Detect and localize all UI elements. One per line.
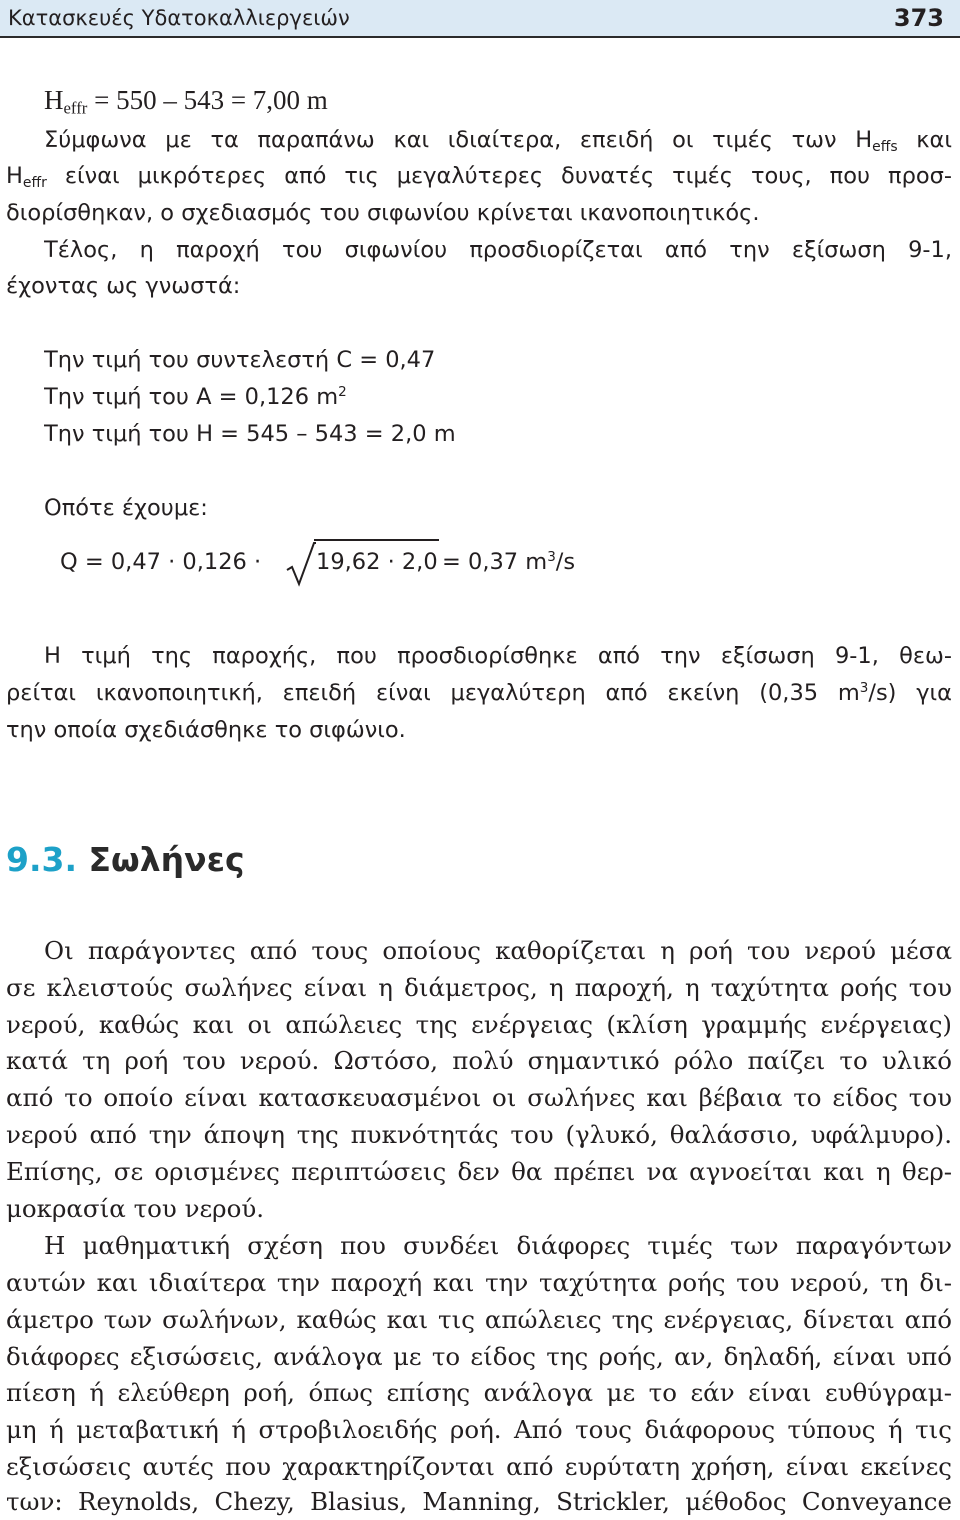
paragraph-line: διάφορες εξισώσεις, ανάλογα με το είδος της ροής, αν, δηλαδή, είναι υπό — [6, 1342, 952, 1371]
paragraph-line: αυτών και ιδιαίτερα την παροχή και την ταχύτητα ροής του νερού, τη δι- — [6, 1268, 952, 1297]
running-title: Κατασκευές Υδατοκαλλιεργειών — [8, 6, 350, 30]
paragraph-line: από το οποίο είναι κατασκευασμένοι οι σωλήνες και βέβαια το είδος του — [6, 1083, 952, 1112]
section-number: 9.3. — [6, 840, 77, 879]
text-line: $H_{effr}$ είναι μικρότερες από τις μεγαλύτερες δυνατές τιμές τους, που προσ- — [6, 163, 952, 191]
paragraph-line: μοκρασία του νερού. — [6, 1194, 265, 1223]
text-line: την οποία σχεδιάσθηκε το σιφώνιο. — [6, 717, 406, 743]
paragraph-line: νερού από την άποψη της πυκνότητάς του (γλυκό, θαλάσσιο, υφάλμυρο). — [6, 1120, 952, 1149]
section-title: Σωλήνες — [88, 840, 245, 879]
paragraph-line: άμετρο των σωλήνων, καθώς και τις απώλειες της ενέργειας, δίνεται από — [6, 1305, 952, 1334]
text-line: Τέλος, η παροχή του σιφωνίου προσδιορίζεται από την εξίσωση 9-1, — [44, 237, 952, 263]
section-heading — [6, 840, 245, 888]
header-rule — [0, 36, 960, 38]
paragraph-line: Οι παράγοντες από τους οποίους καθορίζεται η ροή του νερού μέσα — [44, 936, 952, 965]
paragraph-line: πίεση ή ελεύθερη ροή, όπως επίσης ανάλογα με το εάν είναι ευθύγραμ- — [6, 1378, 952, 1407]
paragraph-line: κατά τη ροή του νερού. Ωστόσο, πολύ σημαντικό ρόλο παίζει το υλικό — [6, 1046, 952, 1075]
paragraph-line: νερού, καθώς και οι απώλειες της ενέργειας (κλίση γραμμής ενέργειας) — [6, 1010, 952, 1039]
text-line: έχοντας ως γνωστά: — [6, 273, 241, 299]
paragraph-line: Επίσης, σε ορισμένες περιπτώσεις δεν θα πρέπει να αγνοείται και η θερ- — [6, 1157, 952, 1186]
paragraph-line: των: Reynolds, Chezy, Blasius, Manning, Strickler, μέθοδος Conveyance — [6, 1487, 952, 1516]
formula-radicand: 19,62 · 2,0 — [316, 549, 438, 575]
formula-result: = 0,37 $m^3/s$ — [442, 548, 576, 575]
text-line: ρείται ικανοποιητική, επειδή είναι μεγαλύτερη από εκείνη (0,35 $m^3/s$) για — [6, 679, 952, 706]
formula-left: Q = 0,47 · 0,126 · — [60, 549, 262, 575]
page-number: 373 — [893, 4, 944, 32]
paragraph-line: Η μαθηματική σχέση που συνδέει διάφορες τιμές των παραγόντων — [44, 1231, 952, 1260]
paragraph-line: σε κλειστούς σωλήνες είναι η διάμετρος, η παροχή, η ταχύτητα ροής του — [6, 973, 952, 1002]
text-line: διορίσθηκαν, ο σχεδιασμός του σιφωνίου κρίνεται ικανοποιητικός. — [6, 200, 760, 226]
paragraph-line: μη ή μεταβατική ή στροβιλοειδής ροή. Από τους διάφορους τύπους ή τις — [6, 1415, 952, 1444]
square-root-icon — [286, 540, 316, 588]
known-c: Την τιμή του συντελεστή C = 0,47 — [44, 347, 436, 373]
known-a: Την τιμή του A = 0,126 $m^2$ — [44, 383, 347, 410]
text-line: Σύμφωνα με τα παραπάνω και ιδιαίτερα, επειδή οι τιμές των $H_{effs}$ και — [44, 127, 952, 155]
radical-bar — [314, 539, 439, 541]
text-line: Η τιμή της παροχής, που προσδιορίσθηκε από την εξίσωση 9-1, θεω- — [44, 643, 952, 669]
paragraph-line: εξισώσεις αυτές που χαρακτηρίζονται από ευρύτατη χρήση, είναι εκείνες — [6, 1452, 952, 1481]
heffr-equation: $H_{effr} = 550 - 543 = 7,00$ m — [44, 85, 328, 118]
formula-intro: Οπότε έχουμε: — [44, 495, 208, 521]
known-h: Την τιμή του H = 545 – 543 = 2,0 m — [44, 421, 456, 447]
running-header — [0, 0, 960, 38]
